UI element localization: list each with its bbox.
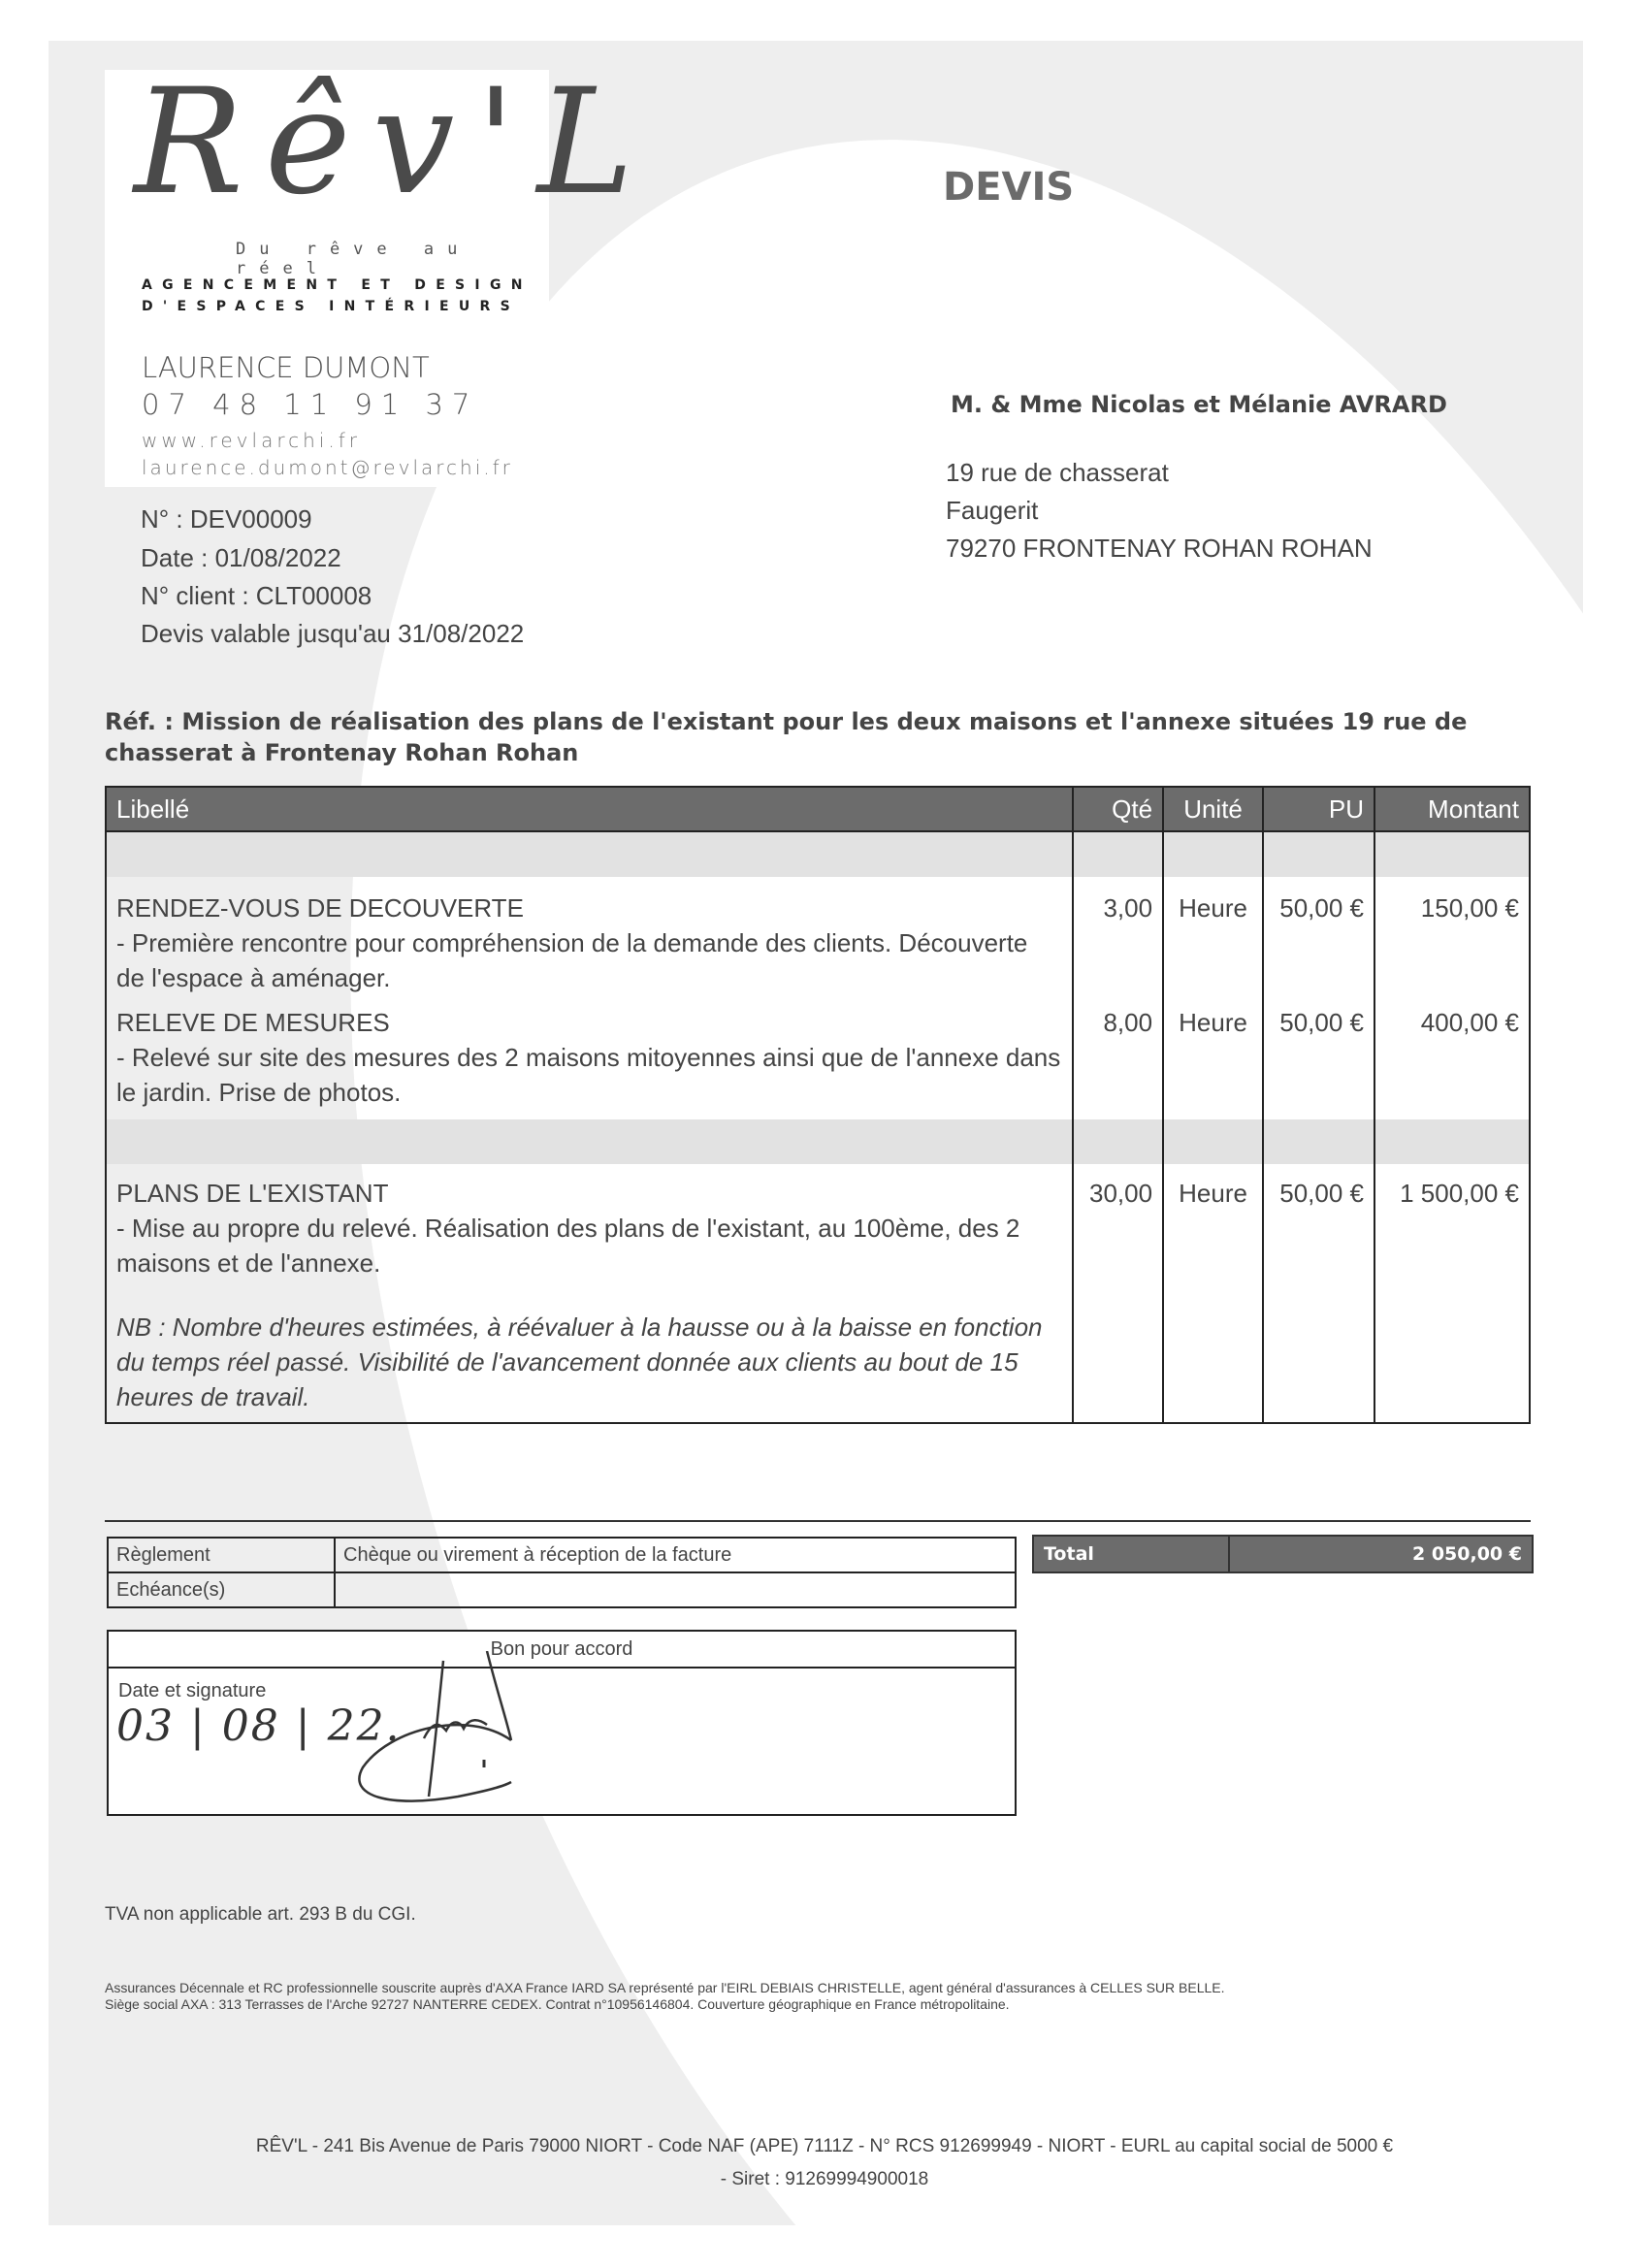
quote-reference: Réf. : Mission de réalisation des plans de l'existant pour les deux maisons et l'annexe situées 19 rue de chasserat à Frontenay Rohan Rohan — [105, 708, 1468, 766]
column-header-qte: Qté — [1073, 787, 1163, 831]
total-box — [1032, 1535, 1534, 1573]
item-title: RELEVE DE MESURES — [116, 1008, 390, 1037]
insurance-line1: Assurances Décennale et RC professionnelle souscrite auprès d'AXA France IARD SA représenté par l'EIRL DEBIAIS CHRISTELLE, agent général d'assurances à CELLES SUR BELLE. — [105, 1980, 1225, 1995]
document-title: DEVIS — [943, 165, 1075, 210]
item-unit-price: 50,00 € — [1263, 877, 1374, 995]
item-unit: Heure — [1163, 995, 1263, 1119]
item-unit-price: 50,00 € — [1263, 995, 1374, 1119]
logo-tagline: Du rêve au réel — [236, 240, 471, 278]
due-date-value — [335, 1572, 1016, 1607]
item-description: - Première rencontre pour compréhension de la demande des clients. Découverte de l'espace à aménager. — [116, 928, 1028, 992]
contact-phone: 07 48 11 91 37 — [142, 388, 479, 421]
total-value: 2 050,00 € — [1412, 1543, 1522, 1565]
item-qty: 30,00 — [1073, 1164, 1163, 1423]
client-address-line2: Faugerit — [946, 496, 1039, 525]
handwritten-signature — [351, 1651, 603, 1816]
contact-email[interactable]: laurence.dumont@revlarchi.fr — [142, 456, 513, 479]
vat-notice: TVA non applicable art. 293 B du CGI. — [105, 1904, 416, 1925]
item-description: - Mise au propre du relevé. Réalisation des plans de l'existant, au 100ème, des 2 maisons et de l'annexe. — [116, 1214, 1020, 1278]
company-logo: Rêv'L — [134, 58, 656, 227]
section-band — [106, 831, 1530, 877]
item-amount: 1 500,00 € — [1374, 1164, 1530, 1423]
item-note: NB : Nombre d'heures estimées, à réévaluer à la hausse ou à la baisse en fonction du temps réel passé. Visibilité de l'avancement donnée aux clients au bout de 15 heures de travail. — [116, 1312, 1043, 1411]
approval-heading: Bon pour accord — [109, 1632, 1015, 1669]
item-unit: Heure — [1163, 1164, 1263, 1423]
quote-number: N° : DEV00009 — [141, 504, 312, 534]
company-logo-block — [105, 58, 656, 487]
items-table — [105, 786, 1531, 1424]
item-unit-price: 50,00 € — [1263, 1164, 1374, 1423]
column-header-libelle: Libellé — [106, 787, 1073, 831]
company-legal-line2: - Siret : 91269994900018 — [720, 2169, 929, 2189]
table-row — [106, 1164, 1530, 1423]
logo-subtitle-line2: D'ESPACES INTÉRIEURS — [142, 299, 520, 314]
item-qty: 8,00 — [1073, 995, 1163, 1119]
client-address-line1: 19 rue de chasserat — [946, 458, 1169, 487]
column-header-montant: Montant — [1374, 787, 1530, 831]
signature-label: Date et signature — [118, 1680, 267, 1701]
divider — [105, 1520, 1531, 1522]
contact-name: LAURENCE DUMONT — [142, 351, 430, 384]
item-description: - Relevé sur site des mesures des 2 maisons mitoyennes ainsi que de l'annexe dans le jardin. Prise de photos. — [116, 1043, 1061, 1107]
column-header-unite: Unité — [1163, 787, 1263, 831]
due-date-row — [108, 1572, 1016, 1607]
table-header-row — [106, 787, 1530, 831]
table-row — [106, 995, 1530, 1119]
logo-subtitle-line1: AGENCEMENT ET DESIGN — [142, 277, 533, 293]
handwritten-date: 03 | 08 | 22. — [116, 1701, 402, 1751]
table-row — [106, 877, 1530, 995]
item-amount: 400,00 € — [1374, 995, 1530, 1119]
company-legal-line1: RÊV'L - 241 Bis Avenue de Paris 79000 NIORT - Code NAF (APE) 7111Z - N° RCS 912699949 - NIORT - EURL au capital social de 5000 € — [255, 2136, 1394, 2156]
client-number: N° client : CLT00008 — [141, 581, 372, 610]
quote-validity: Devis valable jusqu'au 31/08/2022 — [141, 619, 525, 648]
item-qty: 3,00 — [1073, 877, 1163, 995]
column-header-pu: PU — [1263, 787, 1374, 831]
contact-website[interactable]: www.revlarchi.fr — [142, 429, 361, 452]
payment-label: Règlement — [108, 1538, 335, 1572]
quote-date: Date : 01/08/2022 — [141, 543, 341, 572]
payment-table — [107, 1537, 1017, 1608]
section-band — [106, 1119, 1530, 1164]
client-name: M. & Mme Nicolas et Mélanie AVRARD — [951, 391, 1447, 418]
item-title: RENDEZ-VOUS DE DECOUVERTE — [116, 893, 524, 923]
signature-box — [107, 1630, 1017, 1816]
insurance-line2: Siège social AXA : 313 Terrasses de l'Arche 92727 NANTERRE CEDEX. Contrat n°10956146804. Couverture géographique en France métropolitaine. — [105, 1996, 1010, 2012]
payment-row — [108, 1538, 1016, 1572]
item-amount: 150,00 € — [1374, 877, 1530, 995]
item-unit: Heure — [1163, 877, 1263, 995]
due-date-label: Echéance(s) — [108, 1572, 335, 1607]
client-address-line3: 79270 FRONTENAY ROHAN ROHAN — [946, 534, 1373, 563]
total-label: Total — [1034, 1537, 1230, 1571]
item-title: PLANS DE L'EXISTANT — [116, 1179, 389, 1208]
payment-value: Chèque ou virement à réception de la facture — [335, 1538, 1016, 1572]
